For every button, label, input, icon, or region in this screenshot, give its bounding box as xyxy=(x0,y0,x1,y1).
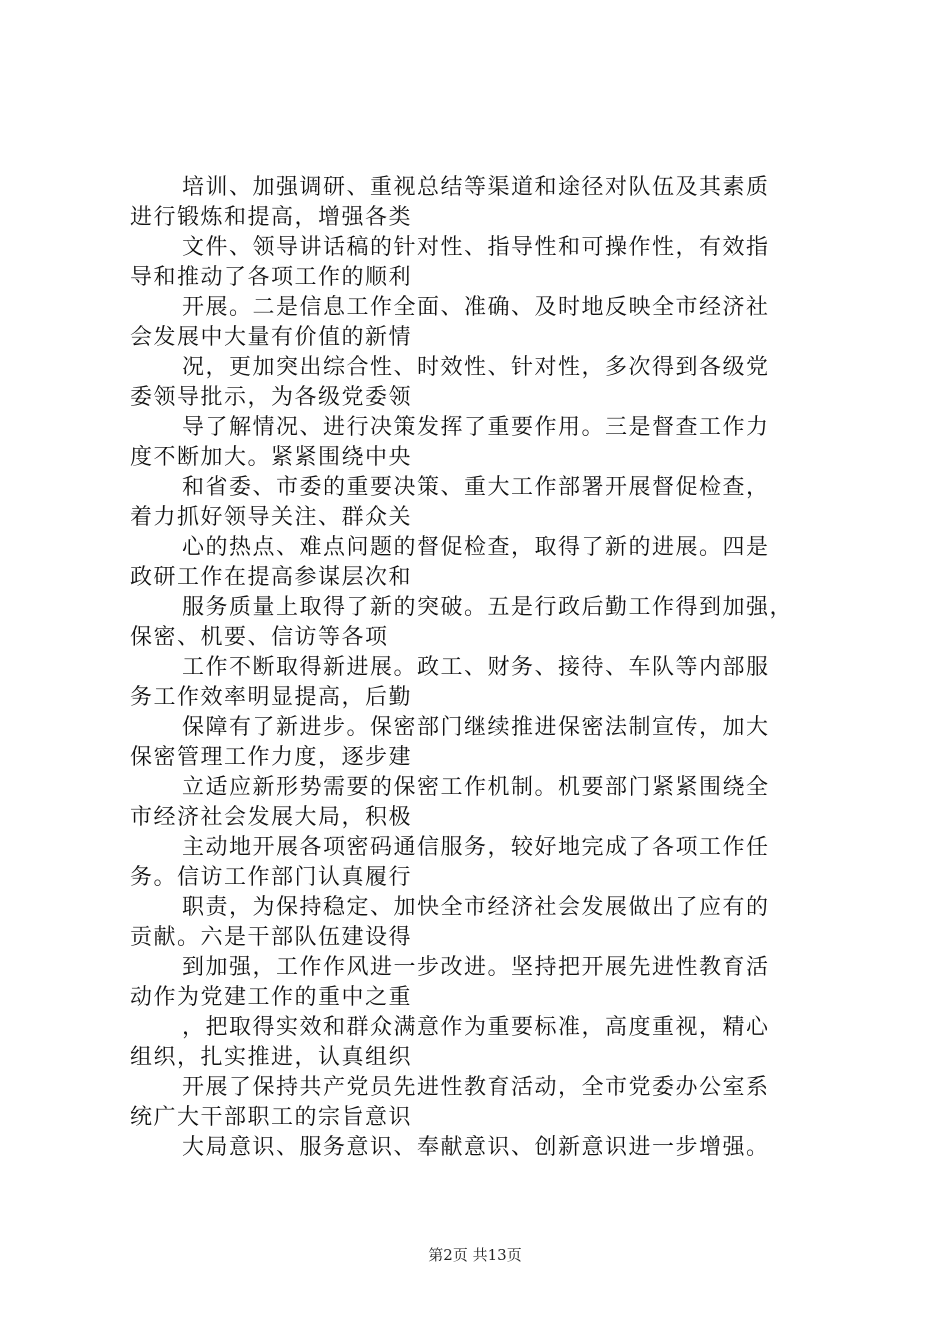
text-line: 工作不断取得新进展。政工、财务、接待、车队等内部服 xyxy=(182,655,770,680)
text-line-wrap: 贡献。六是干部队伍建设得 xyxy=(130,925,413,950)
paragraph-line-11 xyxy=(130,773,830,833)
text-line: 况，更加突出综合性、时效性、针对性，多次得到各级党 xyxy=(182,355,770,380)
paragraph-line-9 xyxy=(130,653,830,713)
text-line: 培训、加强调研、重视总结等渠道和途径对队伍及其素质 xyxy=(182,175,770,200)
paragraph-line-5 xyxy=(130,413,830,473)
text-line-wrap: 保密、机要、信访等各项 xyxy=(130,625,389,650)
text-line-wrap: 务工作效率明显提高，后勤 xyxy=(130,685,413,710)
text-line-wrap: 保密管理工作力度，逐步建 xyxy=(130,745,413,770)
page-number-label: 第2页 共13页 xyxy=(428,1246,522,1264)
paragraph-line-3 xyxy=(130,293,830,353)
text-line-wrap: 着力抓好领导关注、群众关 xyxy=(130,505,413,530)
paragraph-line-15 xyxy=(130,1013,830,1073)
paragraph-line-7 xyxy=(130,533,830,593)
text-line: 心的热点、难点问题的督促检查，取得了新的进展。四是 xyxy=(182,535,770,560)
paragraph-line-1 xyxy=(130,173,830,233)
text-line: ，把取得实效和群众满意作为重要标准，高度重视，精心 xyxy=(182,1015,770,1040)
text-line: 服务质量上取得了新的突破。五是行政后勤工作得到加强， xyxy=(182,595,794,620)
paragraph-line-16 xyxy=(130,1073,830,1133)
text-line-wrap: 统广大干部职工的宗旨意识 xyxy=(130,1105,413,1130)
text-line-wrap: 委领导批示，为各级党委领 xyxy=(130,385,413,410)
paragraph-line-4 xyxy=(130,353,830,413)
paragraph-line-8 xyxy=(130,593,830,653)
text-line-wrap: 会发展中大量有价值的新情 xyxy=(130,325,413,350)
text-line-wrap: 市经济社会发展大局，积极 xyxy=(130,805,413,830)
text-line: 职责，为保持稳定、加快全市经济社会发展做出了应有的 xyxy=(182,895,770,920)
page-footer xyxy=(0,1244,950,1265)
paragraph-line-13 xyxy=(130,893,830,953)
paragraph-line-6 xyxy=(130,473,830,533)
text-line: 和省委、市委的重要决策、重大工作部署开展督促检查， xyxy=(182,475,770,500)
text-line-wrap: 动作为党建工作的重中之重 xyxy=(130,985,413,1010)
paragraph-line-14 xyxy=(130,953,830,1013)
text-line: 立适应新形势需要的保密工作机制。机要部门紧紧围绕全 xyxy=(182,775,770,800)
text-line-wrap: 组织，扎实推进，认真组织 xyxy=(130,1045,413,1070)
paragraph-line-2 xyxy=(130,233,830,293)
text-line: 开展。二是信息工作全面、准确、及时地反映全市经济社 xyxy=(182,295,770,320)
text-line-wrap: 政研工作在提高参谋层次和 xyxy=(130,565,413,590)
text-line-wrap: 导和推动了各项工作的顺利 xyxy=(130,265,413,290)
text-line-wrap: 务。信访工作部门认真履行 xyxy=(130,865,413,890)
text-line: 开展了保持共产党员先进性教育活动，全市党委办公室系 xyxy=(182,1075,770,1100)
text-line: 到加强，工作作风进一步改进。坚持把开展先进性教育活 xyxy=(182,955,770,980)
text-line-wrap: 进行锻炼和提高，增强各类 xyxy=(130,205,413,230)
document-body xyxy=(130,173,830,1163)
text-line: 主动地开展各项密码通信服务，较好地完成了各项工作任 xyxy=(182,835,770,860)
text-line: 文件、领导讲话稿的针对性、指导性和可操作性，有效指 xyxy=(182,235,770,260)
paragraph-line-12 xyxy=(130,833,830,893)
text-line: 大局意识、服务意识、奉献意识、创新意识进一步增强。 xyxy=(182,1135,770,1160)
text-line: 保障有了新进步。保密部门继续推进保密法制宣传，加大 xyxy=(182,715,770,740)
text-line-wrap: 度不断加大。紧紧围绕中央 xyxy=(130,445,413,470)
text-line: 导了解情况、进行决策发挥了重要作用。三是督查工作力 xyxy=(182,415,770,440)
paragraph-line-10 xyxy=(130,713,830,773)
paragraph-line-17 xyxy=(130,1133,830,1163)
